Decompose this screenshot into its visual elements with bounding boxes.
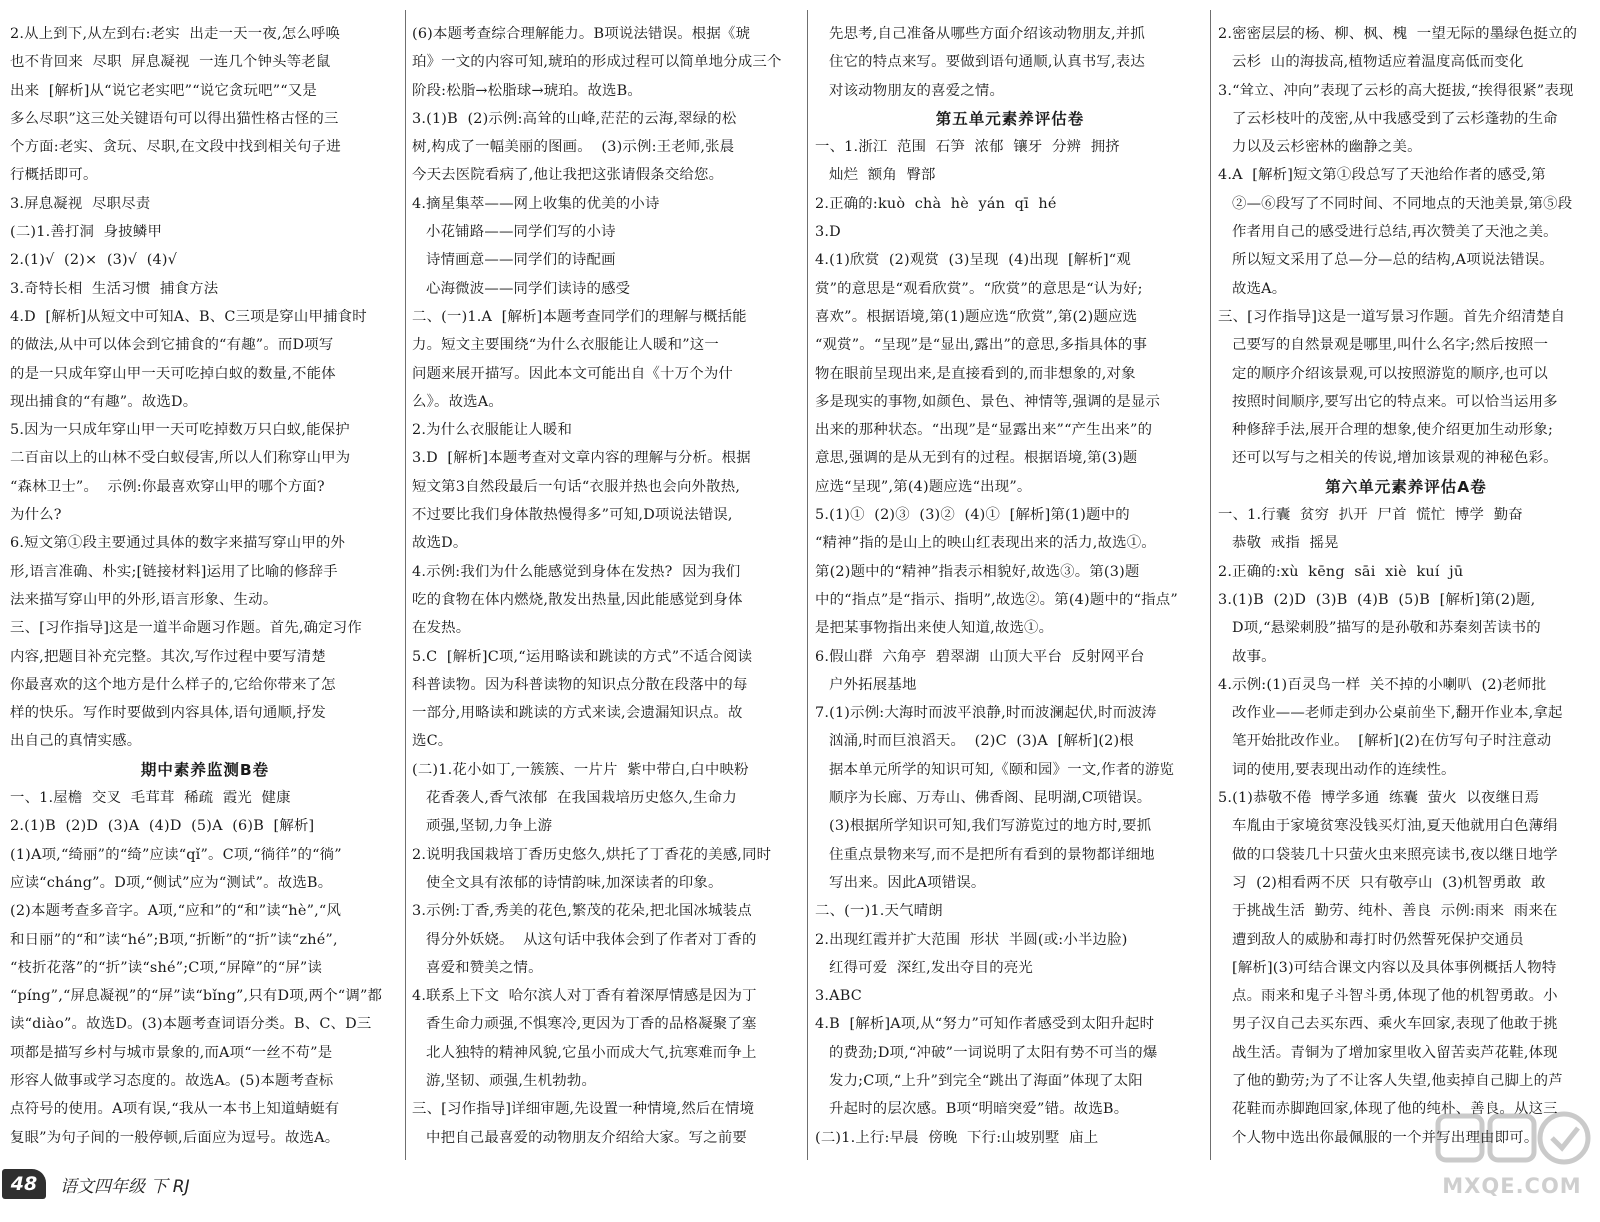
- text-line: 4.(1)欣赏 (2)观赏 (3)呈现 (4)出现 [解析]“观: [815, 252, 1131, 269]
- text-line: 遭到敌人的威胁和毒打时仍然誓死保护交通员: [1232, 931, 1524, 948]
- text-line: 选C。: [412, 733, 453, 750]
- text-line: 北人独特的精神风貌,它虽小而成大气,抗寒难而争上: [426, 1044, 757, 1061]
- text-line: 一部分,用略读和跳读的方式来读,会遗漏知识点。故: [412, 705, 743, 722]
- text-line: (3)根据所学知识可知,我们写游览过的地方时,要抓: [829, 818, 1152, 835]
- text-line: 2.密密层层的杨、柳、枫、槐 一望无际的墨绿色挺立的: [1218, 26, 1578, 42]
- text-line: 按照时间顺序,要写出它的特点来。可以恰当运用多: [1232, 393, 1558, 410]
- text-line: 今天去医院看病了,他让我把这张请假条交给您。: [412, 167, 724, 184]
- text-line: 2.说明我国栽培丁香历史悠久,烘托了丁香花的美感,同时: [412, 846, 772, 863]
- text-line: 灿烂 额角 臀部: [829, 167, 936, 184]
- text-line: 应读“cháng”。D项,“侧试”应为“测试”。故选B。: [10, 874, 333, 891]
- text-line: 2.出现红霞并扩大范围 形状 半圆(或:小半边脸): [815, 931, 1128, 948]
- section-heading: 第五单元素养评估卷: [935, 109, 1085, 128]
- text-line: 点。雨来和鬼子斗智斗勇,体现了他的机智勇敢。小: [1232, 988, 1558, 1005]
- text-line: 故选A。: [1232, 280, 1287, 297]
- text-line: 词的使用,要表现出动作的连续性。: [1232, 761, 1456, 778]
- text-line: 5.因为一只成年穿山甲一天可吃掉数万只白蚁,能保护: [10, 422, 350, 439]
- text-line: 问题来展开描写。因此本文可能出自《十万个为什: [412, 365, 733, 382]
- text-line: 6.短文第①段主要通过具体的数字来描写穿山甲的外: [10, 535, 346, 552]
- text-line: 3.D: [815, 224, 841, 241]
- text-line: 作者用自己的感受进行总结,再次赞美了天池之美。: [1232, 224, 1558, 241]
- text-line: 珀》一文的内容可知,琥珀的形成过程可以简单地分成三个: [412, 54, 782, 71]
- text-line: (二)1.花小如丁,一簇簇、一片片 紫中带白,白中映粉: [412, 761, 749, 778]
- text-line: 据本单元所学的知识可知,《颐和园》一文,作者的游览: [829, 761, 1175, 778]
- page-footer: [2, 1167, 402, 1203]
- text-line: (2)本题考查多音字。A项,“应和”的“和”读“hè”,“风: [10, 903, 342, 920]
- text-line: 小花铺路——同学们写的小诗: [426, 224, 616, 241]
- text-line: 在发热。: [412, 620, 471, 637]
- text-line: 二百亩以上的山林不受白蚁侵害,所以人们称穿山甲为: [10, 450, 351, 467]
- text-line: 个方面:老实、贪玩、尽职,在文段中找到相关句子进: [10, 139, 341, 156]
- text-line: 3.示例:丁香,秀美的花色,繁茂的花朵,把北国冰城装点: [412, 903, 752, 920]
- text-line: 做的口袋装几十只萤火虫来照亮读书,夜以继日地学: [1232, 846, 1558, 863]
- text-line: 顺序为长廊、万寿山、佛香阁、昆明湖,C项错误。: [829, 790, 1152, 807]
- text-line: 所以短文采用了总—分—总的结构,A项说法错误。: [1232, 252, 1554, 269]
- text-line: “森林卫士”。 示例:你最喜欢穿山甲的哪个方面?: [10, 478, 325, 495]
- text-line: 喜欢”。根据语境,第(1)题应选“欣赏”,第(2)题应选: [815, 308, 1138, 325]
- text-line: “píng”,“屏息凝视”的“屏”读“bǐng”,只有D项,两个“调”都: [10, 988, 383, 1005]
- text-line: 中把自己最喜爱的动物朋友介绍给大家。写之前要: [426, 1129, 747, 1146]
- page-number: 48: [2, 1169, 46, 1199]
- text-line: 3.(1)B (2)D (3)B (4)B (5)B [解析]第(2)题,: [1218, 591, 1536, 608]
- text-line: 5.C [解析]C项,“运用略读和跳读的方式”不适合阅读: [412, 648, 753, 665]
- text-line: 3.D [解析]本题考查对文章内容的理解与分析。根据: [412, 450, 751, 467]
- text-line: 云杉 山的海拔高,植物适应着温度高低而变化: [1232, 54, 1524, 71]
- text-line: 项都是描写乡村与城市景象的,而A项“一丝不苟”是: [10, 1044, 333, 1061]
- text-line: 第(2)题中的“精神”指表示相貌好,故选③。第(3)题: [815, 563, 1140, 580]
- text-line: 顽强,坚韧,力争上游: [426, 818, 553, 835]
- text-line: 3.(1)B (2)示例:高耸的山峰,茫茫的云海,翠绿的松: [412, 110, 737, 127]
- text-line: 为什么?: [10, 507, 62, 524]
- text-line: 赏”的意思是“观看欣赏”。“欣赏”的意思是“认为好;: [815, 280, 1143, 297]
- text-line: 花鞋而赤脚跑回家,体现了他的纯朴、善良。从这三: [1232, 1101, 1558, 1118]
- watermark-logo-icon: [1428, 1108, 1596, 1178]
- text-line: 出来的那种状态。“出现”是“显露出来”“产生出来”的: [815, 422, 1153, 439]
- text-line: 出来 [解析]从“说它老实吧”“说它贪玩吧”“又是: [10, 82, 318, 99]
- text-line: 2.为什么衣服能让人暖和: [412, 422, 573, 439]
- text-line: 发力;C项,“上升”到完全“跳出了海面”体现了太阳: [829, 1072, 1143, 1089]
- text-line: (6)本题考查综合理解能力。B项说法错误。根据《琥: [412, 26, 751, 42]
- text-line: 出自己的真情实感。: [10, 733, 142, 750]
- text-line: “精神”指的是山上的映山红表现出来的活力,故选①。: [815, 535, 1156, 552]
- text-line: 己要写的自然景观是哪里,叫什么名字;然后按照一: [1232, 337, 1549, 354]
- text-column-4: [1218, 20, 1594, 1155]
- text-line: 现出捕食的“有趣”。故选D。: [10, 393, 198, 410]
- section-heading: 期中素养监测B卷: [140, 760, 270, 779]
- text-line: 了云杉枝叶的茂密,从中我感受到了云杉蓬勃的生命: [1232, 110, 1558, 127]
- text-line: 4.摘星集萃——网上收集的优美的小诗: [412, 195, 660, 212]
- text-line: D项,“悬梁刺股”描写的是孙敬和苏秦刻苦读书的: [1232, 620, 1541, 637]
- text-line: 心海微波——同学们读诗的感受: [426, 280, 631, 297]
- text-line: 3.屏息凝视 尽职尽责: [10, 195, 151, 212]
- text-line: 4.联系上下文 哈尔滨人对丁香有着深厚情感是因为丁: [412, 988, 757, 1005]
- text-line: 香生命力顽强,不惧寒冷,更因为丁香的品格凝聚了塞: [426, 1016, 757, 1033]
- text-line: 三、[习作指导]详细审题,先设置一种情境,然后在情境: [412, 1101, 755, 1118]
- text-line: 点符号的使用。A项有误,“我从一本书上知道蜻蜓有: [10, 1101, 340, 1118]
- text-line: 二、(一)1.天气晴朗: [815, 903, 943, 920]
- text-line: 4.B [解析]A项,从“努力”可知作者感受到太阳升起时: [815, 1016, 1155, 1033]
- text-line: 内容,把题目补充完整。其次,写作过程中要写清楚: [10, 648, 326, 665]
- text-line: 吃的食物在体内燃烧,散发出热量,因此能感觉到身体: [412, 591, 743, 608]
- text-line: 阶段:松脂→松脂球→琥珀。故选B。: [412, 82, 643, 99]
- text-line: 中的“指点”是“指示、指明”,故选②。第(4)题中的“指点”: [815, 591, 1178, 608]
- text-line: (二)1.善打洞 身披鳞甲: [10, 224, 163, 241]
- watermark-logo: [1428, 1108, 1596, 1216]
- text-column-3: [815, 20, 1205, 1155]
- text-line: 树,构成了一幅美丽的图画。 (3)示例:王老师,张晨: [412, 139, 735, 156]
- text-line: 的是一只成年穿山甲一天可吃掉白蚁的数量,不能体: [10, 365, 336, 382]
- text-line: 物在眼前呈现出来,是直接看到的,而非想象的,对象: [815, 365, 1136, 382]
- text-line: 先思考,自己准备从哪些方面介绍该动物朋友,并抓: [829, 26, 1145, 42]
- text-column-2: [412, 20, 802, 1155]
- text-line: 力以及云杉密林的幽静之美。: [1232, 139, 1422, 156]
- text-line: 多么尽职”这三处关键语句可以得出猫性格古怪的三: [10, 110, 339, 127]
- text-line: 2.正确的:kuò chà hè yán qī hé: [815, 195, 1057, 212]
- text-line: 的做法,从中可以体会到它捕食的“有趣”。而D项写: [10, 337, 334, 354]
- text-line: 一、1.行囊 贫穷 扒开 尸首 慌忙 博学 勤奋: [1218, 507, 1523, 524]
- text-line: 4.示例:我们为什么能感觉到身体在发热? 因为我们: [412, 563, 741, 580]
- text-line: 红得可爱 深红,发出夺目的亮光: [829, 959, 1034, 976]
- text-line: (二)1.上行:早晨 傍晚 下行:山坡别墅 庙上: [815, 1129, 1099, 1146]
- column-divider: [807, 10, 808, 1160]
- text-line: 和日丽”的“和”读“hé”;B项,“折断”的“折”读“zhé”,: [10, 931, 338, 948]
- text-line: 形容人做事或学习态度的。故选A。(5)本题考查标: [10, 1072, 334, 1089]
- text-line: 不过要比我们身体散热慢得多”可知,D项说法错误,: [412, 507, 733, 524]
- text-line: 三、[习作指导]这是一道半命题习作题。首先,确定习作: [10, 620, 362, 637]
- text-line: 笔开始批改作业。 [解析](2)在仿写句子时注意动: [1232, 733, 1552, 750]
- text-line: 二、(一)1.A [解析]本题考查同学们的理解与概括能: [412, 308, 747, 325]
- text-line: 车胤由于家境贫寒没钱买灯油,夏天他就用白色薄绢: [1232, 818, 1558, 835]
- text-line: 汹涌,时而巨浪滔天。 (2)C (3)A [解析](2)根: [829, 733, 1134, 750]
- subject-label: 语文四年级 下 RJ: [60, 1177, 190, 1197]
- text-line: 花香袭人,香气浓郁 在我国栽培历史悠久,生命力: [426, 790, 737, 807]
- column-divider: [405, 10, 406, 1160]
- text-line: 写出来。因此A项错误。: [829, 874, 986, 891]
- text-line: 户外拓展基地: [829, 676, 917, 693]
- text-line: 读“diào”。故选D。(3)本题考查词语分类。B、C、D三: [10, 1016, 372, 1033]
- text-line: 你最喜欢的这个地方是什么样子的,它给你带来了怎: [10, 676, 336, 693]
- text-line: 于挑战生活 勤劳、纯朴、善良 示例:雨来 雨来在: [1232, 903, 1558, 920]
- text-line: 改作业——老师走到办公桌前坐下,翻开作业本,拿起: [1232, 705, 1563, 722]
- text-line: 4.A [解析]短文第①段总写了天池给作者的感受,第: [1218, 167, 1546, 184]
- text-line: 故选D。: [412, 535, 468, 552]
- text-line: 种修辞手法,展开合理的想象,使介绍更加生动形象;: [1232, 422, 1554, 439]
- text-line: 使全文具有浓郁的诗情韵味,加深读者的印象。: [426, 874, 723, 891]
- text-line: 4.D [解析]从短文中可知A、B、C三项是穿山甲捕食时: [10, 308, 367, 325]
- text-line: 样的快乐。写作时要做到内容具体,语句通顺,抒发: [10, 705, 326, 722]
- text-line: 短文第3自然段最后一句话“衣服并热也会向外散热,: [412, 478, 741, 495]
- text-line: 行概括即可。: [10, 167, 98, 184]
- text-line: 4.示例:(1)百灵鸟一样 关不掉的小喇叭 (2)老师批: [1218, 676, 1547, 693]
- text-line: 诗情画意——同学们的诗配画: [426, 252, 616, 269]
- text-line: 升起时的层次感。B项“明暗突爱”错。故选B。: [829, 1101, 1129, 1118]
- text-line: 复眼”为句子间的一般停顿,后面应为逗号。故选A。: [10, 1129, 340, 1146]
- text-line: 对该动物朋友的喜爱之情。: [829, 82, 1005, 99]
- text-line: 得分外妖娆。 从这句话中我体会到了作者对丁香的: [426, 931, 757, 948]
- text-line: 6.假山群 六角亭 碧翠湖 山顶大平台 反射网平台: [815, 648, 1145, 665]
- text-line: 5.(1)恭敬不倦 博学多通 练囊 萤火 以夜继日焉: [1218, 790, 1540, 807]
- text-line: 一、1.浙江 范围 石笋 浓郁 镶牙 分辨 拥挤: [815, 139, 1120, 156]
- text-line: 战生活。青铜为了增加家里收入留苦卖芦花鞋,体现: [1232, 1044, 1558, 1061]
- text-line: 么》。故选A。: [412, 393, 503, 410]
- text-line: 3.奇特长相 生活习惯 捕食方法: [10, 280, 219, 297]
- watermark-text: MXQE.COM: [1442, 1174, 1582, 1198]
- text-line: 力。短文主要围绕“为什么衣服能让人暖和”这一: [412, 337, 719, 354]
- text-line: 还可以写与之相关的传说,增加该景观的神秘色彩。: [1232, 450, 1558, 467]
- text-line: 形,语言准确、朴实;[链接材料]运用了比喻的修辞手: [10, 563, 338, 580]
- text-line: 意思,强调的是从无到有的过程。根据语境,第(3)题: [815, 450, 1138, 467]
- text-line: 2.(1)B (2)D (3)A (4)D (5)A (6)B [解析]: [10, 818, 315, 835]
- text-line: 习 (2)相看两不厌 只有敬亭山 (3)机智勇敢 敢: [1232, 874, 1546, 891]
- text-line: (1)A项,“绮丽”的“绮”应读“qǐ”。C项,“徜徉”的“徜”: [10, 846, 342, 863]
- text-line: 住它的特点来写。要做到语句通顺,认真书写,表达: [829, 54, 1145, 71]
- text-line: 应选“呈现”,第(4)题应选“出现”。: [815, 478, 1032, 495]
- text-line: 5.(1)① (2)③ (3)② (4)① [解析]第(1)题中的: [815, 507, 1130, 524]
- text-line: ②—⑥段写了不同时间、不同地点的天池美景,第⑤段: [1232, 195, 1573, 212]
- text-line: 2.(1)√ (2)× (3)√ (4)√: [10, 252, 178, 269]
- text-line: 的费劲;D项,“冲破”一词说明了太阳有势不可当的爆: [829, 1044, 1158, 1061]
- text-line: 3.ABC: [815, 988, 862, 1005]
- text-line: 2.从上到下,从左到右:老实 出走一天一夜,怎么呼唤: [10, 26, 341, 42]
- text-line: 游,坚韧、顽强,生机勃勃。: [426, 1072, 597, 1089]
- text-line: 科普读物。因为科普读物的知识点分散在段落中的每: [412, 676, 748, 693]
- text-line: “枝折花落”的“折”读“shé”;C项,“屏障”的“屏”读: [10, 959, 323, 976]
- text-line: 恭敬 戒指 摇晃: [1232, 535, 1339, 552]
- text-line: 了他的勤劳;为了不让客人失望,他卖掉自己脚上的芦: [1232, 1072, 1563, 1089]
- text-line: 一、1.屋檐 交叉 毛茸茸 稀疏 霞光 健康: [10, 790, 291, 807]
- text-line: 3.“耸立、冲向”表现了云杉的高大挺拔,“挨得很紧”表现: [1218, 82, 1574, 99]
- text-line: 法来描写穿山甲的外形,语言形象、生动。: [10, 591, 278, 608]
- text-line: 7.(1)示例:大海时而波平浪静,时而波澜起伏,时而波涛: [815, 705, 1157, 722]
- text-line: 定的顺序介绍该景观,可以按照游览的顺序,也可以: [1232, 365, 1548, 382]
- section-heading: 第六单元素养评估A卷: [1325, 477, 1487, 496]
- text-line: 住重点景物来写,而不是把所有看到的景物都详细地: [829, 846, 1155, 863]
- text-line: 2.正确的:xù kēng sāi xiè kuí jū: [1218, 563, 1464, 580]
- text-line: “观赏”。“呈现”是“显出,露出”的意思,多指具体的事: [815, 337, 1148, 354]
- text-line: 男子汉自己去买东西、乘火车回家,表现了他敢于挑: [1232, 1016, 1558, 1033]
- text-line: 多是现实的事物,如颜色、景色、神情等,强调的是显示: [815, 393, 1161, 410]
- text-column-1: [10, 20, 400, 1155]
- text-line: 三、[习作指导]这是一道写景习作题。首先介绍清楚自: [1218, 308, 1566, 325]
- text-line: 故事。: [1232, 648, 1276, 665]
- text-line: 喜爱和赞美之情。: [426, 959, 543, 976]
- text-line: 是把某事物指出来使人知道,故选①。: [815, 620, 1054, 637]
- text-line: 也不肯回来 尽职 屏息凝视 一连几个钟头等老鼠: [10, 54, 331, 71]
- text-line: [解析](3)可结合课文内容以及具体事例概括人物特: [1232, 959, 1557, 976]
- column-divider: [1210, 10, 1211, 1160]
- text-line: 个人物中选出你最佩服的一个并写出理由即可。: [1232, 1129, 1539, 1146]
